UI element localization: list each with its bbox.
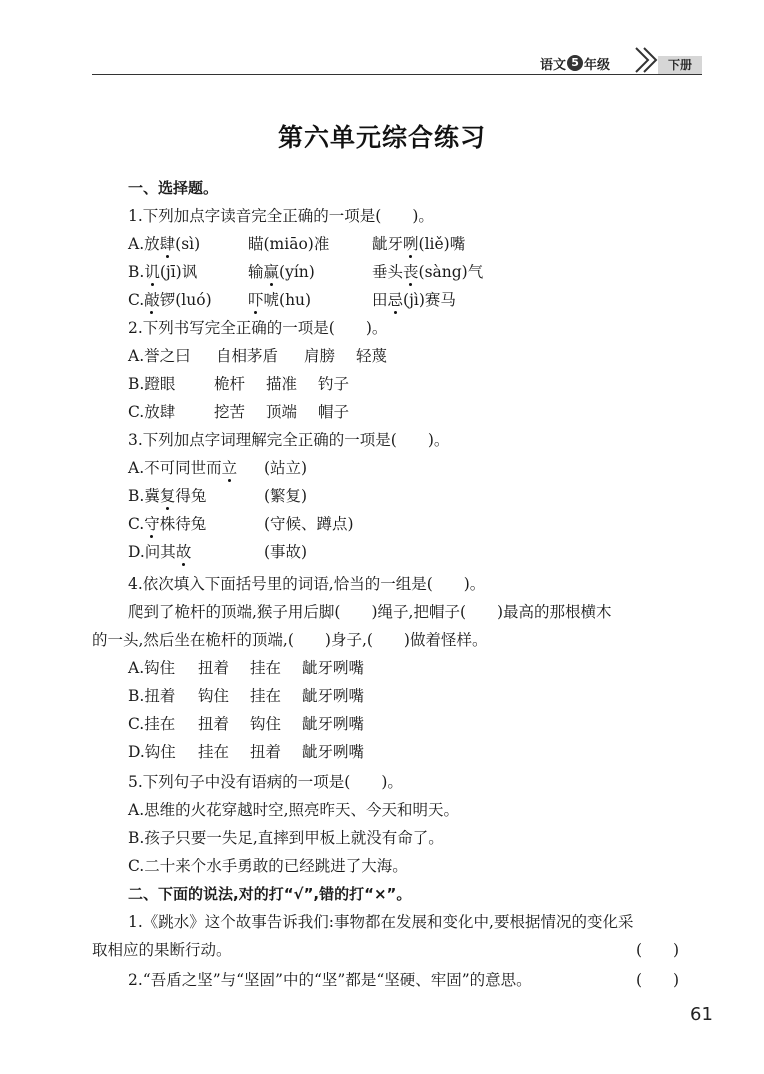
q1-option-b: B.讥(jī)讽 输赢(yín) 垂头丧(sàng)气 xyxy=(128,263,484,281)
dotted-char: 丧 xyxy=(403,263,419,281)
section-heading-judge: 二、下面的说法,对的打“√”,错的打“×”。 xyxy=(128,885,412,903)
q5-option-b: B.孩子只要一失足,直摔到甲板上就没有命了。 xyxy=(128,829,444,847)
q3-option-d: D.问其故 (事故) xyxy=(128,543,308,561)
dotted-char: 赢 xyxy=(263,263,280,281)
q2-option-b: B.蹬眼 桅杆 描准 钓子 xyxy=(128,375,350,393)
q4-stem: 4.依次填入下面括号里的词语,恰当的一组是( )。 xyxy=(128,575,486,593)
dotted-char: 守 xyxy=(144,515,160,533)
q4-option-d: D.钩住 挂在 扭着 龇牙咧嘴 xyxy=(128,743,365,761)
q3-option-a: A.不可同世而立 (站立) xyxy=(128,459,308,477)
header-rule xyxy=(92,74,702,75)
q4-option-c: C.挂在 扭着 钩住 龇牙咧嘴 xyxy=(128,715,365,733)
q4-option-a: A.钩住 扭着 挂在 龇牙咧嘴 xyxy=(128,659,365,677)
q5-option-a: A.思维的火花穿越时空,照亮昨天、今天和明天。 xyxy=(128,801,460,819)
q4-option-b: B.扭着 钩住 挂在 龇牙咧嘴 xyxy=(128,687,365,705)
dotted-char: 复 xyxy=(159,487,176,505)
header-subject xyxy=(540,52,610,74)
q5-stem: 5.下列句子中没有语病的一项是( )。 xyxy=(128,773,403,791)
dotted-char: 忌 xyxy=(387,291,404,309)
volume-tag: 下册 xyxy=(658,56,702,74)
j1-line2: 取相应的果断行动。 xyxy=(92,941,232,959)
j1-line1: 1.《跳水》这个故事告诉我们:事物都在发展和变化中,要根据情况的变化采 xyxy=(128,913,634,931)
grade-number-badge: 5 xyxy=(567,55,583,71)
dotted-char: 故 xyxy=(175,543,192,561)
q3-option-b: B.冀复得兔 (繁复) xyxy=(128,487,308,505)
page-number: 61 xyxy=(690,1004,713,1025)
dotted-char: 讥 xyxy=(144,263,160,281)
q2-stem: 2.下列书写完全正确的一项是( )。 xyxy=(128,319,388,337)
q2-option-c: C.放肆 挖苦 顶端 帽子 xyxy=(128,403,350,421)
header-subject-text: 语文 xyxy=(540,57,567,73)
double-chevron-icon xyxy=(634,44,660,74)
q3-stem: 3.下列加点字词理解完全正确的一项是( )。 xyxy=(128,431,450,449)
j2-line1: 2.“吾盾之坚”与“坚固”中的“坚”都是“坚硬、牢固”的意思。 xyxy=(128,971,532,989)
dotted-char: 立 xyxy=(221,459,238,477)
q4-passage-line2: 的一头,然后坐在桅杆的顶端,( )身子,( )做着怪样。 xyxy=(92,631,488,649)
q3-option-c: C.守株待兔 (守候、蹲点) xyxy=(128,515,354,533)
j2-answer-blank[interactable]: ( ) xyxy=(636,971,680,989)
q1-stem: 1.下列加点字读音完全正确的一项是( )。 xyxy=(128,207,434,225)
dotted-char: 咧 xyxy=(403,235,419,253)
dotted-char: 敲 xyxy=(144,291,160,309)
q4-passage-line1: 爬到了桅杆的顶端,猴子用后脚( )绳子,把帽子( )最高的那根横木 xyxy=(128,603,612,621)
section-heading-choice: 一、选择题。 xyxy=(128,179,219,197)
q1-option-c: C.敲锣(luó) 吓唬(hu) 田忌(jì)赛马 xyxy=(128,291,456,309)
dotted-char: 肆 xyxy=(159,235,176,253)
q5-option-c: C.二十来个水手勇敢的已经跳进了大海。 xyxy=(128,857,408,875)
page-title: 第六单元综合练习 xyxy=(277,123,486,152)
q1-option-a: A.放肆(sì) 瞄(miāo)准 龇牙咧(liě)嘴 xyxy=(128,235,466,253)
j1-answer-blank[interactable]: ( ) xyxy=(636,941,680,959)
q2-option-a: A.誉之曰 自相茅盾 肩膀 轻蔑 xyxy=(128,347,388,365)
dotted-char: 吓 xyxy=(248,291,264,309)
header-grade-text: 年级 xyxy=(584,57,611,73)
